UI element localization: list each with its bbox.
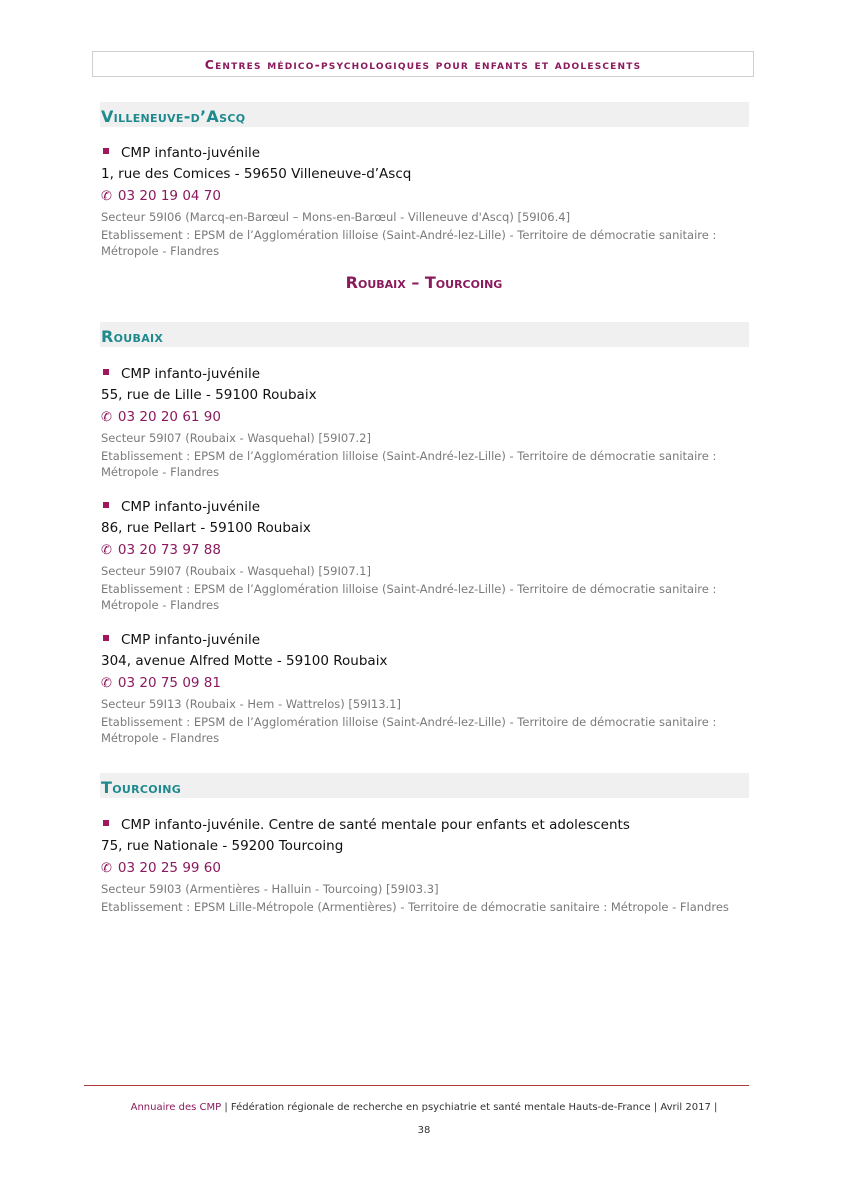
section-title: Villeneuve-d’Ascq <box>101 107 246 126</box>
entry-address: 86, rue Pellart - 59100 Roubaix <box>101 520 311 536</box>
entry-sector: Secteur 59I06 (Marcq-en-Barœul – Mons-en-Barœul - Villeneuve d'Ascq) [59I06.4] <box>101 210 571 224</box>
phone-icon: ✆ <box>101 410 112 425</box>
entry-phone: 03 20 19 04 70 <box>117 188 221 204</box>
list-item <box>101 497 749 613</box>
entry-name: CMP infanto-juvénile. Centre de santé mentale pour enfants et adolescents <box>121 817 630 833</box>
bullet-icon <box>103 148 109 154</box>
entry-phone: 03 20 73 97 88 <box>117 542 221 558</box>
entry-establishment: Etablissement : EPSM de l’Agglomération lilloise (Saint-André-lez-Lille) - Territoire de démocratie sanitaire : Métropole - Flandres <box>101 228 717 258</box>
entry-sector: Secteur 59I13 (Roubaix - Hem - Wattrelos) [59I13.1] <box>101 697 401 711</box>
entry-sector: Secteur 59I07 (Roubaix - Wasquehal) [59I07.2] <box>101 431 371 445</box>
phone-icon: ✆ <box>101 861 112 876</box>
footer-title: Annuaire des CMP <box>130 1102 222 1113</box>
bullet-icon <box>103 502 109 508</box>
entry-phone: 03 20 75 09 81 <box>117 675 221 691</box>
entry-name: CMP infanto-juvénile <box>121 366 261 382</box>
entry-address: 75, rue Nationale - 59200 Tourcoing <box>101 838 344 854</box>
bullet-icon <box>103 635 109 641</box>
entry-phone: 03 20 25 99 60 <box>117 860 221 876</box>
region-title: Roubaix – Tourcoing <box>345 273 503 292</box>
footer <box>0 1102 848 1113</box>
list-item <box>101 630 749 746</box>
section-header-roubaix <box>100 322 749 347</box>
entry-establishment: Etablissement : EPSM de l’Agglomération lilloise (Saint-André-lez-Lille) - Territoire de démocratie sanitaire : Métropole - Flandres <box>101 582 717 612</box>
entry-sector: Secteur 59I07 (Roubaix - Wasquehal) [59I07.1] <box>101 564 371 578</box>
entry-name: CMP infanto-juvénile <box>121 499 261 515</box>
list-item <box>101 815 749 915</box>
entry-name: CMP infanto-juvénile <box>121 632 261 648</box>
phone-icon: ✆ <box>101 189 112 204</box>
section-header-villeneuve <box>100 102 749 127</box>
bullet-icon <box>103 369 109 375</box>
page-header <box>92 51 754 77</box>
page-number: 38 <box>417 1125 431 1136</box>
section-title: Roubaix <box>101 327 164 346</box>
footer-divider <box>84 1085 749 1086</box>
section-header-tourcoing <box>100 773 749 798</box>
entry-sector: Secteur 59I03 (Armentières - Halluin - Tourcoing) [59I03.3] <box>101 882 439 896</box>
entry-establishment: Etablissement : EPSM Lille-Métropole (Armentières) - Territoire de démocratie sanitaire : Métropole - Flandres <box>101 900 729 914</box>
entry-address: 304, avenue Alfred Motte - 59100 Roubaix <box>101 653 388 669</box>
footer-text: | Fédération régionale de recherche en psychiatrie et santé mentale Hauts-de-France | Avril 2017 | <box>221 1102 718 1113</box>
header-title: Centres médico-psychologiques pour enfants et adolescents <box>204 56 642 72</box>
entry-phone: 03 20 20 61 90 <box>117 409 221 425</box>
bullet-icon <box>103 820 109 826</box>
section-title: Tourcoing <box>101 778 182 797</box>
entry-establishment: Etablissement : EPSM de l’Agglomération lilloise (Saint-André-lez-Lille) - Territoire de démocratie sanitaire : Métropole - Flandres <box>101 449 717 479</box>
list-item <box>101 143 749 259</box>
phone-icon: ✆ <box>101 543 112 558</box>
entry-address: 55, rue de Lille - 59100 Roubaix <box>101 387 317 403</box>
entry-name: CMP infanto-juvénile <box>121 145 261 161</box>
entry-address: 1, rue des Comices - 59650 Villeneuve-d’Ascq <box>101 166 412 182</box>
entry-establishment: Etablissement : EPSM de l’Agglomération lilloise (Saint-André-lez-Lille) - Territoire de démocratie sanitaire : Métropole - Flandres <box>101 715 717 745</box>
list-item <box>101 364 749 480</box>
phone-icon: ✆ <box>101 676 112 691</box>
